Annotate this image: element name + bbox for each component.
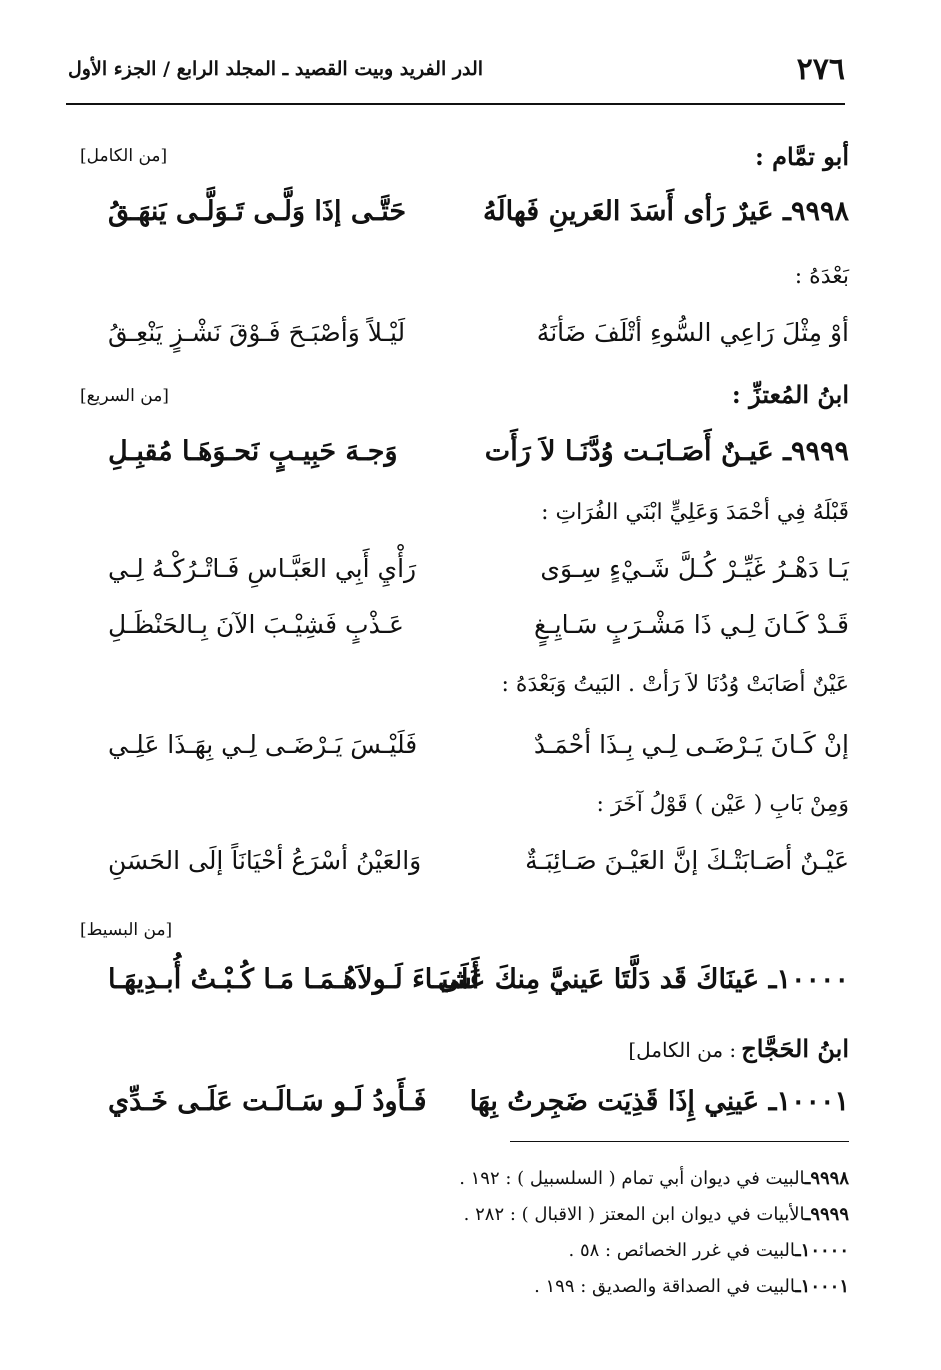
verse-second-hemistich: وَالعَيْنُ أسْرَعُ أحْيَانَاً إلَى الحَسَنِ [108, 846, 422, 875]
attribution-ibn-al-hajjaj [628, 1034, 849, 1063]
footnote-9999 [464, 1204, 849, 1225]
header-divider [66, 103, 845, 105]
verse-9998 [108, 196, 849, 246]
meter-tag-kamil: [من الكامل] [80, 146, 168, 166]
verse-9999 [108, 436, 849, 486]
meter-tag-sari: [من السريع] [80, 386, 169, 406]
verse-after-9999 [108, 730, 849, 780]
footnote-9998 [459, 1168, 849, 1189]
meter-tag-basit: [من البسيط] [80, 920, 173, 940]
footnote-number: ٩٩٩٨ـ [805, 1168, 849, 1189]
verse-second-hemistich: رَأْيِ أَبِي العَبَّـاسِ فَـاتْـرُكْـهُ لِـي [108, 554, 417, 583]
poet-abu-tammam: أبو تمَّام : [754, 142, 849, 171]
footnote-10000 [568, 1240, 849, 1261]
label-baadahu: بَعْدَهُ : [794, 264, 849, 289]
verse-9999-second-hemistich: وَجـهَ حَبِيـبٍ نَحـوَهَـا مُقبِـلِ [108, 436, 398, 467]
poet-ibn-al-mutazz: ابنُ المُعتزِّ : [731, 380, 849, 409]
running-header-title: الدر الفريد وبيت القصيد ـ المجلد الرابع / الجزء الأول [68, 58, 484, 80]
verse-first-hemistich: أوْ مِثْلَ رَاعِي السُّوءِ أتْلَفَ ضَأنَهُ [536, 318, 849, 347]
verse-first-hemistich: عَيْـنٌ أصَـابَتْـكَ إنَّ العَيْـنَ صَـائِبَـةٌ [525, 846, 849, 875]
verse-second-hemistich: لَيْـلاً وَأصْبَـحَ فَـوْقَ نَشْـزٍ يَنْعِـقُ [108, 318, 406, 347]
poet-ibn-al-hajjaj: ابنُ الحَجَّاج [741, 1034, 849, 1063]
verse-10001-first-hemistich: ١٠٠٠١ـ عَينِي إِذَا قَذِيَت ضَجِرتُ بِهَا [469, 1086, 849, 1117]
footnote-text: البيت في ديوان أبي تمام ( السلسبيل ) : ١٩٢ . [459, 1168, 806, 1189]
verse-second-hemistich: عَـذْبٍ فَشِيْـبَ الآنَ بِـالحَنْظَـلِ [108, 610, 404, 639]
verse-first-hemistich: قَـدْ كَـانَ لِـي ذَا مَشْـرَبٍ سَـايِـغٍ [533, 610, 849, 639]
verse-10000-second-hemistich: أَشيَـاءَ لَـولاَهُـمَـا مَـا كُـبْـتُ أُبـدِيهَـا [108, 964, 480, 995]
verse-after-9998 [108, 318, 849, 368]
footnote-10001 [534, 1276, 849, 1297]
verse-before-9999-2 [108, 610, 849, 660]
label-qablahu: قَبْلَهُ فِي أحْمَدَ وَعَلِيٍّ ابْنَي الفُرَاتِ : [541, 500, 849, 525]
footnote-text: البيت في الصداقة والصديق : ١٩٩ . [534, 1276, 796, 1297]
verse-9999-first-hemistich: ٩٩٩٩ـ عَيـنٌ أَصَـابَـت وُدَّنَـا لاَ رَأَت [484, 436, 849, 467]
verse-first-hemistich: إنْ كَـانَ يَـرْضَـى لِـي بِـذَا أحْمَـدٌ [533, 730, 849, 759]
footnote-number: ١٠٠٠٠ـ [795, 1240, 849, 1261]
meter-tag-kamil-2: : من الكامل] [628, 1038, 737, 1062]
verse-10001 [108, 1086, 849, 1136]
label-min-bab-ayn: وَمِنْ بَابِ ( عَيْن ) قَوْلُ آخَرَ : [596, 792, 849, 817]
verse-first-hemistich: يَـا دَهْـرُ غَيِّـرْ كُـلَّ شَـيْءٍ سِـوَى [540, 554, 849, 583]
page-number: ٢٧٦ [796, 52, 845, 87]
label-ayn-asabat-baadahu: عَيْنٌ أصَابَتْ وُدُنَا لاَ رَأتْ . البَيتُ وَبَعْدَهُ : [501, 672, 849, 697]
verse-10001-second-hemistich: فَـأَودُ لَـو سَـالَـت عَلَـى خَـدِّي [108, 1086, 427, 1117]
verse-10000-first-hemistich: ١٠٠٠٠ـ عَينَاكَ قَد دَلَّتَا عَينيَّ مِنكَ عَلَى [437, 964, 849, 995]
verse-9998-first-hemistich: ٩٩٩٨ـ عَيرٌ رَأى أَسَدَ العَرينِ فَهالَهُ [482, 196, 849, 227]
verse-min-bab-ayn [108, 846, 849, 896]
verse-9998-second-hemistich: حَتَّـى إذَا وَلَّـى تَـوَلَّـى يَنهَـقُ [108, 196, 407, 227]
verse-second-hemistich: فَلَيْـسَ يَـرْضَـى لِـي بِهَـذَا عَلِـي [108, 730, 418, 759]
footnote-number: ١٠٠٠١ـ [795, 1276, 849, 1297]
footnote-number: ٩٩٩٩ـ [805, 1204, 849, 1225]
verse-10000 [108, 964, 849, 1014]
footnote-divider [510, 1141, 849, 1142]
verse-before-9999-1 [108, 554, 849, 604]
footnote-text: البيت في غرر الخصائص : ٥٨ . [568, 1240, 796, 1261]
footnote-text: الأبيات في ديوان ابن المعتز ( الاقبال ) : ٢٨٢ . [463, 1204, 806, 1225]
